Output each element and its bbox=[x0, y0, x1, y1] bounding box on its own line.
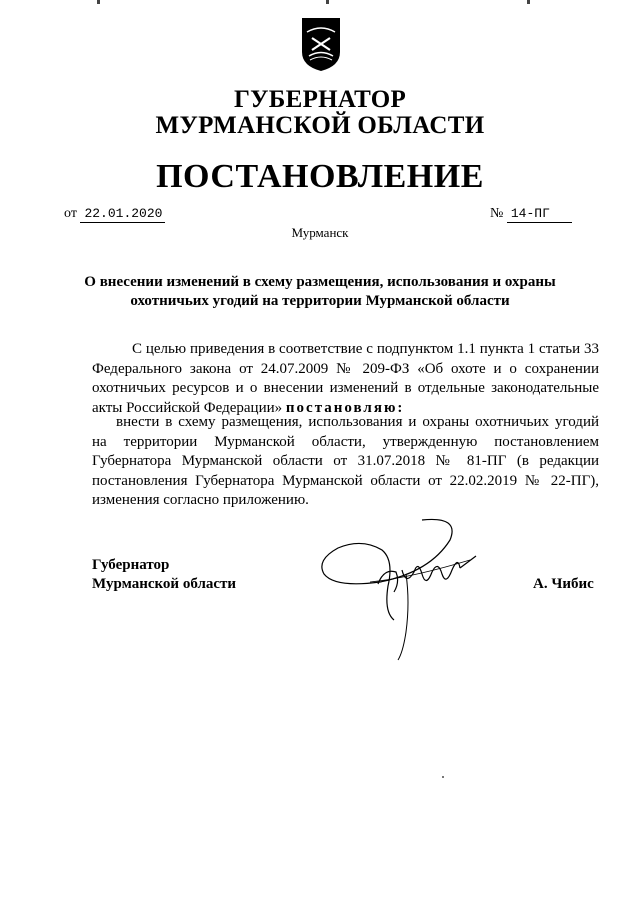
header-title-line2: МУРМАНСКОЙ ОБЛАСТИ bbox=[155, 112, 485, 139]
document-type: ПОСТАНОВЛЕНИЕ bbox=[156, 158, 484, 195]
signatory-title bbox=[92, 556, 236, 594]
signatory-title-line2: Мурманской области bbox=[92, 576, 237, 592]
document-number: 14-ПГ bbox=[507, 206, 572, 223]
scan-mark bbox=[97, 0, 100, 4]
signatory-title-line1: Губернатор bbox=[92, 557, 170, 573]
paragraph-resolution: внести в схему размещения, использования и охраны охотничьих угодий на территории Мурманской области, утвержденную постановлением Губернатора Мурманской области от 31.07.2018 № 81-ПГ (в редакции постановления Губернатора Мурманской области от 22.02.2019 № 22-ПГ), изменения согласно приложению. bbox=[92, 414, 599, 508]
preamble-text: С целью приведения в соответствие с подпунктом 1.1 пункта 1 статьи 33 Федерального закона от 24.07.2009 № 209-ФЗ «Об охоте и о сохранении охотничьих ресурсов и о внесении изменений в отдельные законодательные акты Российской Федерации» bbox=[92, 341, 599, 416]
date-prefix: от bbox=[64, 206, 77, 221]
number-line bbox=[490, 206, 572, 223]
document-subject bbox=[60, 273, 580, 311]
document-date: 22.01.2020 bbox=[80, 206, 165, 223]
city: Мурманск bbox=[291, 225, 349, 240]
scan-mark bbox=[527, 0, 530, 4]
scan-mark bbox=[326, 0, 329, 4]
decision-word: постановляю: bbox=[285, 399, 405, 416]
subject-line1: О внесении изменений в схему размещения, использования и охраны bbox=[84, 274, 556, 290]
number-prefix: № bbox=[490, 206, 504, 221]
scan-speck bbox=[442, 776, 444, 778]
coat-of-arms-icon bbox=[300, 16, 342, 72]
header-title-line1: ГУБЕРНАТОР bbox=[233, 86, 407, 113]
signature-image bbox=[310, 512, 520, 662]
paragraph-preamble bbox=[92, 340, 599, 418]
subject-line2: охотничьих угодий на территории Мурманской области bbox=[130, 293, 510, 309]
date-line bbox=[64, 206, 165, 223]
signatory-name: А. Чибис bbox=[533, 576, 594, 592]
